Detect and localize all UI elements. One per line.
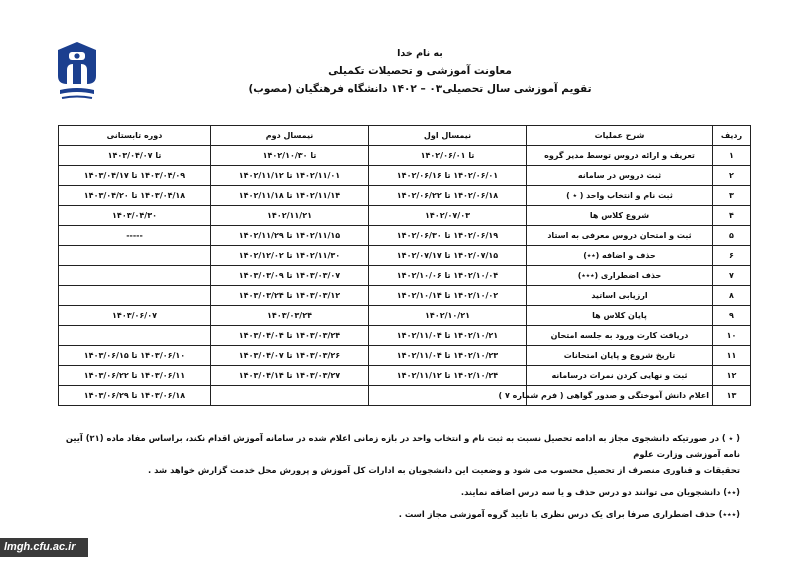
- header-summer-term: دوره تابستانی: [59, 126, 211, 146]
- row-number-cell: ۲: [713, 166, 751, 186]
- summer-term-cell: [59, 246, 211, 266]
- university-logo: [52, 40, 102, 106]
- row-number-cell: ۱۳: [713, 386, 751, 406]
- operation-cell: دریافت کارت ورود به جلسه امتحان: [527, 326, 713, 346]
- table-row: [59, 206, 751, 226]
- table-row: [59, 266, 751, 286]
- second-semester-cell: ۱۴۰۲/۱۱/۱۵ تا ۱۴۰۲/۱۱/۲۹: [211, 226, 369, 246]
- first-semester-cell: تا ۱۴۰۲/۰۶/۰۱: [369, 146, 527, 166]
- operation-cell: ارزیابی اساتید: [527, 286, 713, 306]
- site-url-text: lmgh.cfu.ac.ir: [4, 541, 76, 553]
- operation-cell: حذف و اضافه (٭٭): [527, 246, 713, 266]
- header-first-semester: نیمسال اول: [369, 126, 527, 146]
- second-semester-cell: ۱۴۰۲/۱۱/۱۴ تا ۱۴۰۲/۱۱/۱۸: [211, 186, 369, 206]
- table-row: [59, 386, 751, 406]
- operation-cell: ثبت و امتحان دروس معرفی به استاد: [527, 226, 713, 246]
- table-header-row: [59, 126, 751, 146]
- operation-cell: ثبت دروس در سامانه: [527, 166, 713, 186]
- operation-cell: شروع کلاس ها: [527, 206, 713, 226]
- row-number-cell: ۸: [713, 286, 751, 306]
- site-url-banner: [0, 538, 88, 557]
- academic-calendar-table: [58, 125, 751, 406]
- note-2: (٭٭) دانشجویان می توانند دو درس حذف و یا سه درس اضافه نمایند.: [460, 487, 740, 497]
- second-semester-cell: ۱۴۰۲/۱۱/۰۱ تا ۱۴۰۲/۱۱/۱۲: [211, 166, 369, 186]
- operation-cell: حذف اضطراری (٭٭٭): [527, 266, 713, 286]
- second-semester-cell: ۱۴۰۳/۰۳/۲۷ تا ۱۴۰۳/۰۴/۱۴: [211, 366, 369, 386]
- note-3: (٭٭٭) حذف اضطراری صرفا برای یک درس نظری با تایید گروه آموزشی مجاز است .: [398, 509, 740, 519]
- first-semester-cell: ۱۴۰۲/۰۶/۱۸ تا ۱۴۰۲/۰۶/۲۲: [369, 186, 527, 206]
- first-semester-cell: ۱۴۰۲/۰۷/۰۳: [369, 206, 527, 226]
- table-row: [59, 226, 751, 246]
- row-number-cell: ۹: [713, 306, 751, 326]
- table-row: [59, 346, 751, 366]
- summer-term-cell: [59, 326, 211, 346]
- row-number-cell: ۱۲: [713, 366, 751, 386]
- document-header: [200, 46, 640, 98]
- first-semester-cell: ۱۴۰۲/۱۰/۲۱: [369, 306, 527, 326]
- row-number-cell: ۱۱: [713, 346, 751, 366]
- row-number-cell: ۱: [713, 146, 751, 166]
- summer-term-cell: [59, 266, 211, 286]
- first-semester-cell: ۱۴۰۲/۰۷/۱۵ تا ۱۴۰۲/۰۷/۱۷: [369, 246, 527, 266]
- bismillah-heading: به نام خدا: [397, 48, 443, 59]
- row-number-cell: ۱۰: [713, 326, 751, 346]
- summer-term-cell: ۱۴۰۳/۰۶/۱۰ تا ۱۴۰۳/۰۶/۱۵: [59, 346, 211, 366]
- table-row: [59, 246, 751, 266]
- summer-term-cell: ۱۴۰۳/۰۶/۱۱ تا ۱۴۰۳/۰۶/۲۲: [59, 366, 211, 386]
- note-1-line-1: ( ٭ ) در صورتیکه دانشجوی مجاز به ادامه تحصیل نسبت به ثبت نام و انتخاب واحد در بازه زمانی اعلام شده در سامانه آموزش اقدام نکند، براساس مفاد ماده (۲۱) آیین نامه آموزشی وزارت علوم: [65, 433, 740, 459]
- table-row: [59, 326, 751, 346]
- table-row: [59, 166, 751, 186]
- table-body: [59, 146, 751, 406]
- second-semester-cell: ۱۴۰۳/۰۳/۱۲ تا ۱۴۰۳/۰۳/۲۴: [211, 286, 369, 306]
- operation-cell: اعلام دانش آموختگی و صدور گواهی ( فرم شماره ۷ ): [527, 386, 713, 406]
- summer-term-cell: تا ۱۴۰۳/۰۴/۰۷: [59, 146, 211, 166]
- row-number-cell: ۶: [713, 246, 751, 266]
- header-second-semester: نیمسال دوم: [211, 126, 369, 146]
- second-semester-cell: ۱۴۰۳/۰۳/۲۴: [211, 306, 369, 326]
- first-semester-cell: ۱۴۰۲/۱۰/۲۱ تا ۱۴۰۲/۱۱/۰۴: [369, 326, 527, 346]
- table-row: [59, 146, 751, 166]
- header-operation: شرح عملیات: [527, 126, 713, 146]
- second-semester-cell: [211, 386, 369, 406]
- second-semester-cell: ۱۴۰۳/۰۳/۰۷ تا ۱۴۰۳/۰۳/۰۹: [211, 266, 369, 286]
- operation-cell: ثبت و نهایی کردن نمرات درسامانه: [527, 366, 713, 386]
- row-number-cell: ۷: [713, 266, 751, 286]
- summer-term-cell: ۱۴۰۳/۰۴/۰۹ تا ۱۴۰۳/۰۴/۱۷: [59, 166, 211, 186]
- summer-term-cell: -----: [59, 226, 211, 246]
- operation-cell: تاریخ شروع و پایان امتحانات: [527, 346, 713, 366]
- first-semester-cell: ۱۴۰۲/۰۶/۰۱ تا ۱۴۰۲/۰۶/۱۶: [369, 166, 527, 186]
- calendar-title: تقویم آموزشی سال تحصیلی۰۳ – ۱۴۰۲ دانشگاه فرهنگیان (مصوب): [248, 83, 592, 95]
- header-row-number: ردیف: [713, 126, 751, 146]
- first-semester-cell: ۱۴۰۲/۱۰/۲۴ تا ۱۴۰۲/۱۱/۱۲: [369, 366, 527, 386]
- second-semester-cell: ۱۴۰۲/۱۱/۳۰ تا ۱۴۰۲/۱۲/۰۲: [211, 246, 369, 266]
- row-number-cell: ۵: [713, 226, 751, 246]
- first-semester-cell: ۱۴۰۲/۱۰/۰۴ تا ۱۴۰۲/۱۰/۰۶: [369, 266, 527, 286]
- operation-cell: پایان کلاس ها: [527, 306, 713, 326]
- row-number-cell: ۳: [713, 186, 751, 206]
- operation-cell: تعریف و ارائه دروس توسط مدیر گروه: [527, 146, 713, 166]
- summer-term-cell: ۱۴۰۳/۰۴/۳۰: [59, 206, 211, 226]
- first-semester-cell: ۱۴۰۲/۰۶/۱۹ تا ۱۴۰۲/۰۶/۳۰: [369, 226, 527, 246]
- summer-term-cell: ۱۴۰۳/۰۴/۱۸ تا ۱۴۰۳/۰۴/۲۰: [59, 186, 211, 206]
- second-semester-cell: ۱۴۰۳/۰۳/۲۴ تا ۱۴۰۳/۰۴/۰۴: [211, 326, 369, 346]
- second-semester-cell: تا ۱۴۰۲/۱۰/۳۰: [211, 146, 369, 166]
- summer-term-cell: ۱۴۰۳/۰۶/۱۸ تا ۱۴۰۳/۰۶/۲۹: [59, 386, 211, 406]
- table-row: [59, 366, 751, 386]
- summer-term-cell: ۱۴۰۳/۰۶/۰۷: [59, 306, 211, 326]
- note-1-line-2: تحقیقات و فناوری منصرف از تحصیل محسوب می شود و وضعیت این دانشجویان به ادارات کل آموزش و پرورش محل خدمت گزارش خواهد شد .: [148, 465, 740, 475]
- second-semester-cell: ۱۴۰۲/۱۱/۲۱: [211, 206, 369, 226]
- first-semester-cell: ۱۴۰۲/۱۰/۰۲ تا ۱۴۰۲/۱۰/۱۴: [369, 286, 527, 306]
- department-heading: معاونت آموزشی و تحصیلات تکمیلی: [328, 65, 512, 77]
- row-number-cell: ۴: [713, 206, 751, 226]
- first-semester-cell: ۱۴۰۲/۱۰/۲۳ تا ۱۴۰۲/۱۱/۰۴: [369, 346, 527, 366]
- table-row: [59, 186, 751, 206]
- operation-cell: ثبت نام و انتخاب واحد ( ٭ ): [527, 186, 713, 206]
- summer-term-cell: [59, 286, 211, 306]
- footnotes: [64, 430, 740, 522]
- second-semester-cell: ۱۴۰۳/۰۳/۲۶ تا ۱۴۰۳/۰۴/۰۷: [211, 346, 369, 366]
- table-row: [59, 286, 751, 306]
- table-row: [59, 306, 751, 326]
